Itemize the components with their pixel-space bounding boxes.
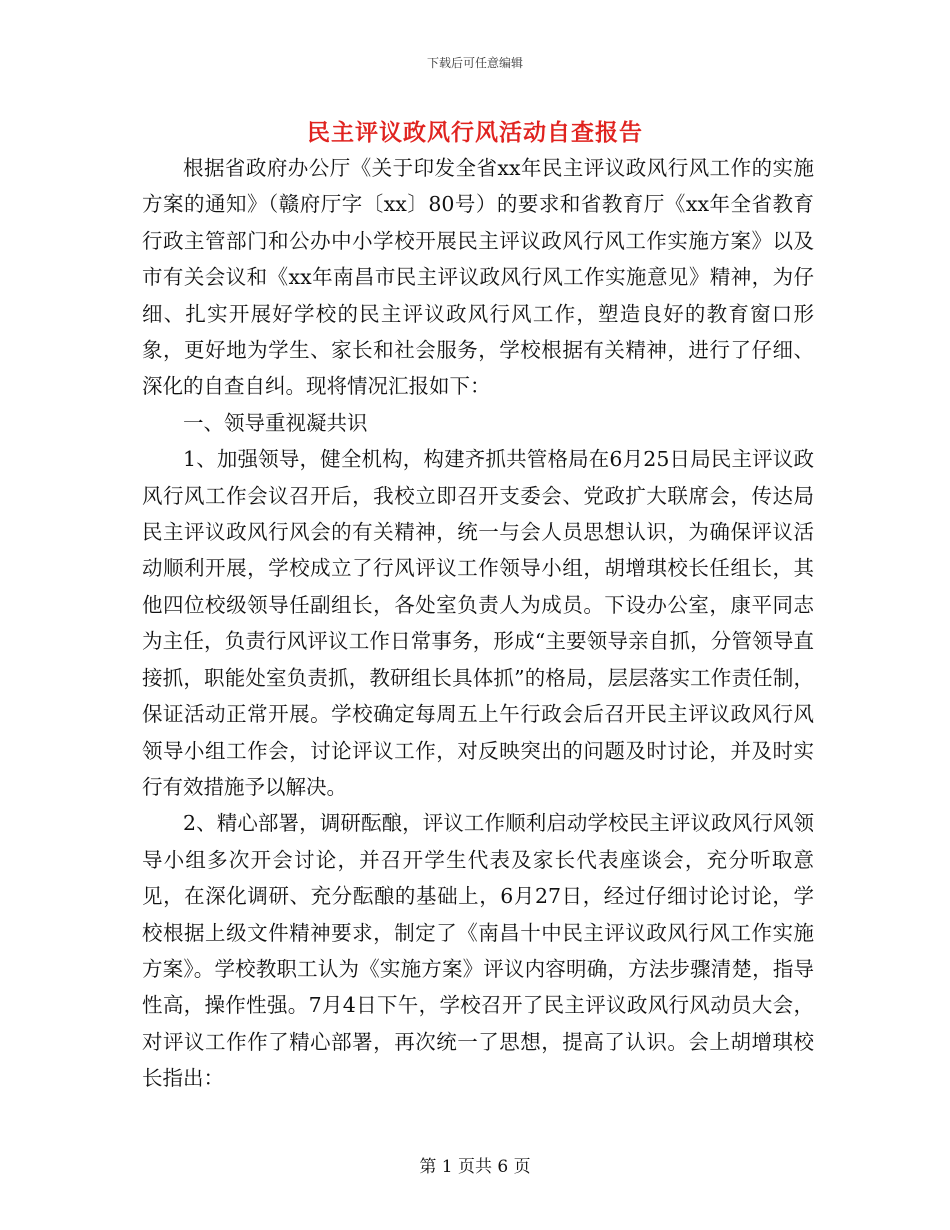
document-title: 民主评议政风行风活动自查报告: [307, 119, 643, 146]
section-heading: 一、领导重视凝共识: [183, 410, 368, 435]
intro-paragraph: 根据省政府办公厅《关于印发全省xx年民主评议政风行风工作的实施方案的通知》（赣府厅字〔xx〕80号）的要求和省教育厅《xx年全省教育行政主管部门和公办中小学校开展民主评议政风行风工作实施方案》以及市有关会议和《xx年南昌市民主评议政风行风工作实施意见》精神，为仔细、扎实开展好学校的民主评议政风行风工作，塑造良好的教育窗口形象，更好地为学生、家长和社会服务，学校根据有关精神，进行了仔细、深化的自查自纠。现将情况汇报如下：: [142, 156, 814, 399]
page-number: 第 1 页共 6 页: [419, 1157, 531, 1177]
body-paragraph-1: 1、加强领导，健全机构，构建齐抓共管格局在6月25日局民主评议政风行风工作会议召开后，我校立即召开支委会、党政扩大联席会，传达局民主评议政风行风会的有关精神，统一与会人员思想认识，为确保评议活动顺利开展，学校成立了行风评议工作领导小组，胡增琪校长任组长，其他四位校级领导任副组长，各处室负责人为成员。下设办公室，康平同志为主任，负责行风评议工作日常事务，形成“主要领导亲自抓，分管领导直接抓，职能处室负责抓，教研组长具体抓”的格局，层层落实工作责任制，保证活动正常开展。学校确定每周五上午行政会后召开民主评议政风行风领导小组工作会，讨论评议工作，对反映突出的问题及时讨论，并及时实行有效措施予以解决。: [142, 447, 814, 799]
document-body: [142, 150, 814, 1097]
body-paragraph-2: 2、精心部署，调研酝酿，评议工作顺利启动学校民主评议政风行风领导小组多次开会讨论，并召开学生代表及家长代表座谈会，充分听取意见，在深化调研、充分酝酿的基础上，6月27日，经过仔细讨论讨论，学校根据上级文件精神要求，制定了《南昌十中民主评议政风行风工作实施方案》。学校教职工认为《实施方案》评议内容明确，方法步骤清楚，指导性高，操作性强。7月4日下午，学校召开了民主评议政风行风动员大会，对评议工作作了精心部署，再次统一了思想，提高了认识。会上胡增琪校长指出：: [142, 811, 814, 1091]
header-note: 下载后可任意编辑: [426, 56, 523, 70]
